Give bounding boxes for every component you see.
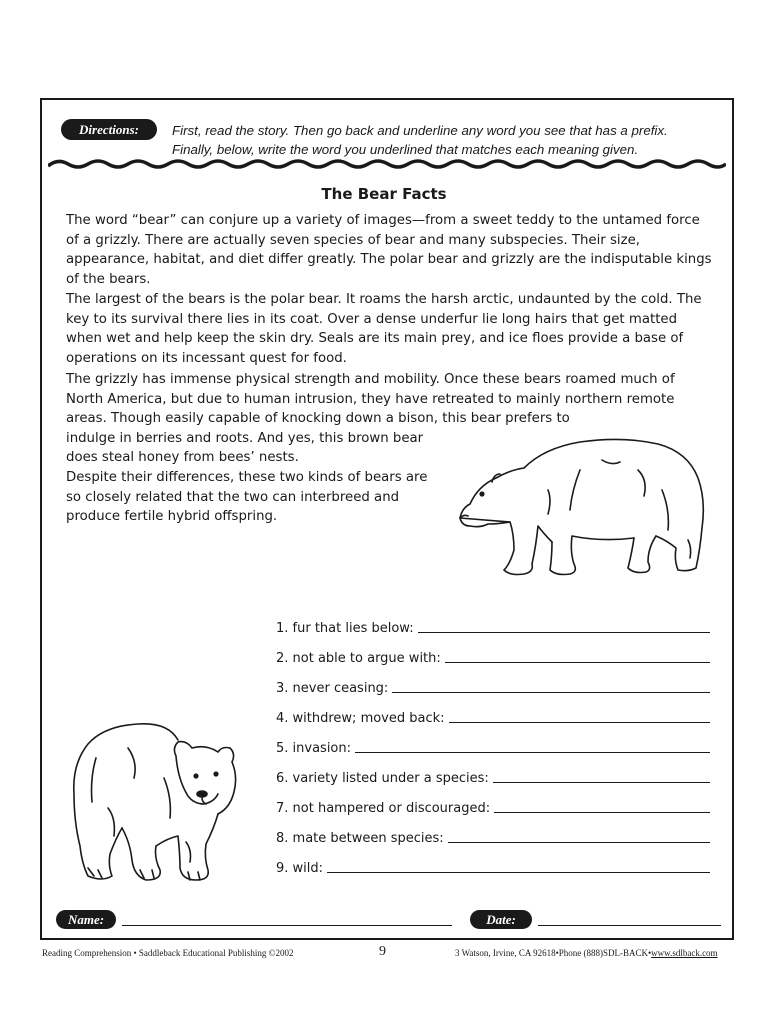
answer-line-5[interactable] [355, 752, 710, 753]
name-badge: Name: [56, 910, 116, 929]
date-field[interactable] [538, 925, 721, 926]
story-title: The Bear Facts [321, 185, 447, 203]
answer-line-8[interactable] [448, 842, 710, 843]
directions-line-1: First, read the story. Then go back and underline any word you see that has a prefix. [172, 123, 668, 138]
story-paragraph-3-part-2: indulge in berries and roots. And yes, this brown bear does steal honey from bees’ nests. [66, 430, 424, 465]
question-5 [276, 736, 710, 756]
question-3-label: 3. never ceasing: [276, 681, 389, 696]
question-8-label: 8. mate between species: [276, 831, 444, 846]
grizzly-bear-illustration [68, 718, 243, 886]
wavy-divider [48, 158, 726, 170]
question-7 [276, 796, 710, 816]
question-4-label: 4. withdrew; moved back: [276, 711, 445, 726]
answer-line-1[interactable] [418, 632, 710, 633]
answer-line-6[interactable] [493, 782, 710, 783]
question-9-label: 9. wild: [276, 861, 324, 876]
question-8 [276, 826, 710, 846]
story-paragraph-1: The word “bear” can conjure up a variety of images—from a sweet teddy to the untamed force of a grizzly. There are actually seven species of bear and many subspecies. Their size, appearance, habitat, and diet differ greatly. The polar bear and grizzly are the indisputable kings of the bears. [66, 213, 712, 287]
question-3 [276, 676, 710, 696]
footer-address: 3 Watson, Irvine, CA 92618•Phone (888)SDL-BACK• [455, 948, 652, 958]
answer-line-2[interactable] [445, 662, 710, 663]
directions-badge: Directions: [61, 119, 157, 140]
question-9 [276, 856, 710, 876]
question-5-label: 5. invasion: [276, 741, 352, 756]
directions-text [172, 121, 732, 159]
name-field[interactable] [122, 925, 452, 926]
answer-line-4[interactable] [449, 722, 710, 723]
footer-publisher: Reading Comprehension • Saddleback Educational Publishing ©2002 [42, 948, 294, 958]
answer-line-3[interactable] [392, 692, 710, 693]
question-2-label: 2. not able to argue with: [276, 651, 441, 666]
footer-website-link[interactable]: www.sdlback.com [651, 948, 718, 958]
footer-contact [455, 948, 718, 958]
question-2 [276, 646, 710, 666]
story-paragraph-4: Despite their differences, these two kinds of bears are so closely related that the two can interbreed and produce fertile hybrid offspring. [66, 470, 428, 524]
question-4 [276, 706, 710, 726]
directions-line-2: Finally, below, write the word you underlined that matches each meaning given. [172, 142, 639, 157]
answer-line-9[interactable] [327, 872, 710, 873]
question-6-label: 6. variety listed under a species: [276, 771, 489, 786]
date-badge: Date: [470, 910, 532, 929]
question-7-label: 7. not hampered or discouraged: [276, 801, 491, 816]
question-6 [276, 766, 710, 786]
story-paragraph-2: The largest of the bears is the polar bear. It roams the harsh arctic, undaunted by the cold. The key to its survival there lies in its coat. Over a dense underfur lie long hairs that get matted when wet and help keep the skin dry. Seals are its main prey, and ice floes provide a base of operations on its incessant quest for food. [66, 292, 702, 366]
story-paragraph-3-part-1: The grizzly has immense physical strength and mobility. Once these bears roamed much of North America, but due to human intrusion, they have retreated to mainly northern remote areas. Though easily capable of knocking down a bison, this bear prefers to [66, 372, 675, 426]
polar-bear-illustration [452, 430, 712, 580]
question-1-label: 1. fur that lies below: [276, 621, 414, 636]
page-number: 9 [379, 944, 386, 959]
question-1 [276, 616, 710, 636]
answer-line-7[interactable] [494, 812, 710, 813]
